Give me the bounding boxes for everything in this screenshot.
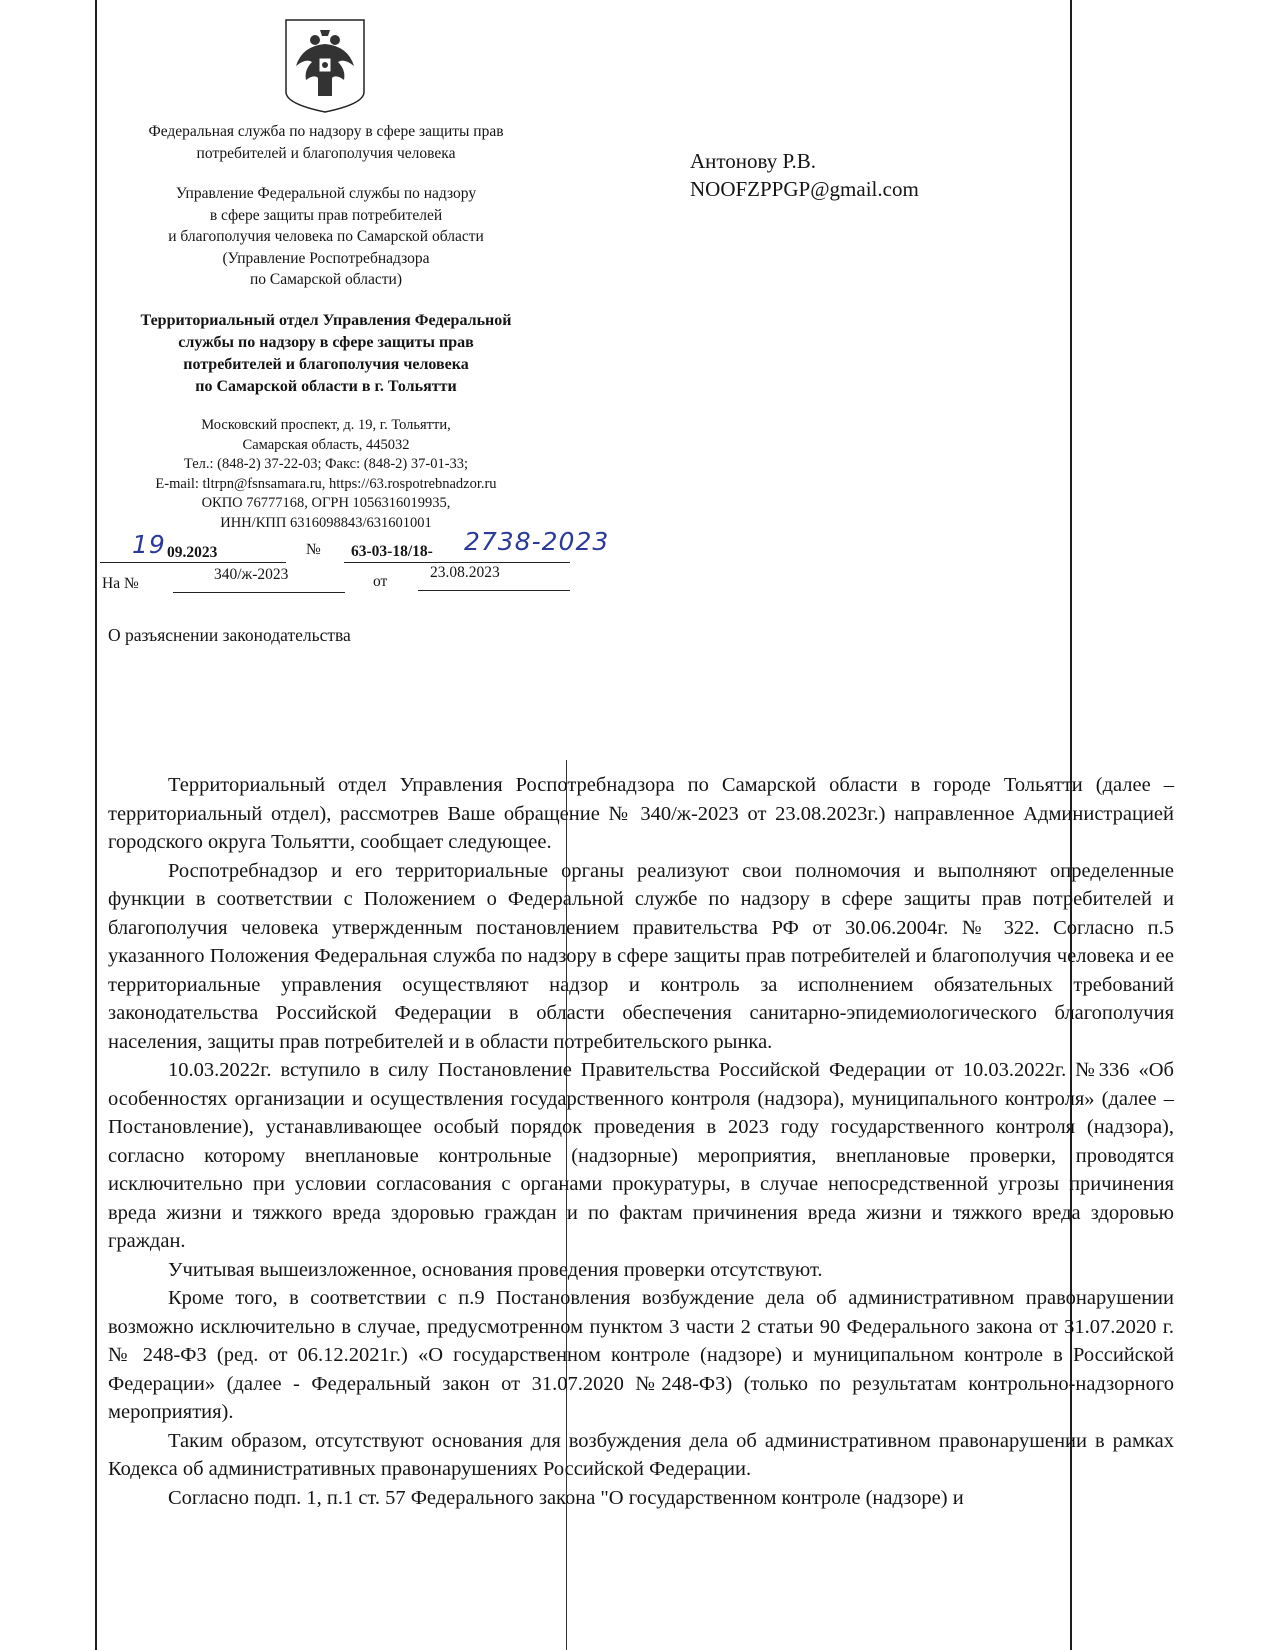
header-line: потребителей и благополучия человека (183, 356, 469, 373)
letter-body (108, 771, 1174, 1512)
contact-line: ОКПО 76777168, ОГРН 1056316019935, (201, 495, 451, 511)
handwritten-day: 19 (132, 530, 166, 559)
contact-line: Московский проспект, д. 19, г. Тольятти, (201, 417, 451, 433)
incoming-date-underline (418, 590, 570, 591)
header-line: Территориальный отдел Управления Федеральной (140, 312, 512, 329)
recipient-block (690, 147, 919, 203)
body-paragraph: Территориальный отдел Управления Роспотребнадзора по Самарской области в городе Тольятти (далее – территориальный отдел), рассмотрев Ваше обращение № 340/ж-2023 от 23.08.2023г.) направленное Администрацией городского округа Тольятти, сообщает следующее. (108, 774, 1174, 853)
body-paragraph: Согласно подп. 1, п.1 ст. 57 Федерального закона "О государственном контроле (надзоре) и (168, 1486, 964, 1509)
header-line: Управление Федеральной службы по надзору (175, 185, 477, 202)
outgoing-month-year: 09.2023 (167, 544, 218, 561)
contact-line: Самарская область, 445032 (242, 436, 410, 453)
date-underline (100, 562, 286, 563)
left-scan-border (95, 0, 97, 1650)
incoming-date: 23.08.2023 (430, 564, 500, 581)
letter-subject: О разъяснении законодательства (108, 625, 351, 645)
incoming-from-label: от (373, 573, 388, 590)
incoming-number-underline (173, 592, 345, 593)
recipient-name: Антонову Р.В. (690, 149, 817, 173)
contact-line: ИНН/КПП 6316098843/631601001 (220, 514, 432, 531)
body-paragraph: Учитывая вышеизложенное, основания проведения проверки отсутствуют. (168, 1258, 823, 1281)
header-line: в сфере защиты прав потребителей (209, 206, 443, 224)
contact-line: Тел.: (848-2) 37-22-03; Факс: (848-2) 37-01-33; (183, 456, 469, 472)
body-paragraph: 10.03.2022г. вступило в силу Постановление Правительства Российской Федерации от 10.03.2022г. №336 «Об особенностях организации и осуществления государственного контроля (надзора), муниципального контроля» (далее – Постановление), устанавливающее особый порядок проведения в 2023 году государственного контроля (надзора), согласно которому внеплановые контрольные (надзорные) мероприятия, внеплановые проверки, проводятся исключительно при условии согласования с органами прокуратуры, в случае непосредственной угрозы причинения вреда жизни и тяжкого вреда здоровью граждан и по фактам причинения вреда жизни и тяжкого вреда здоровью граждан. (108, 1059, 1174, 1252)
header-line: и благополучия человека по Самарской области (168, 228, 484, 245)
header-line: Федеральная служба по надзору в сфере защиты прав (148, 123, 504, 140)
contact-line: E-mail: tltrpn@fsnsamara.ru, https://63.rospotrebnadzor.ru (155, 475, 497, 492)
incoming-label: На № (102, 575, 139, 592)
body-paragraph: Таким образом, отсутствуют основания для возбуждения дела об административном правонарушении в рамках Кодекса об административных правонарушениях Российской Федерации. (108, 1429, 1174, 1480)
coat-of-arms-emblem (282, 18, 368, 114)
number-symbol: № (306, 541, 321, 558)
territorial-dept-name (100, 310, 552, 398)
header-line: службы по надзору в сфере защиты прав (178, 334, 474, 351)
incoming-number: 340/ж-2023 (214, 566, 289, 583)
regional-office-name (100, 183, 552, 291)
header-line: потребителей и благополучия человека (196, 144, 456, 162)
body-paragraph: Кроме того, в соответствии с п.9 Постановления возбуждение дела об административном правонарушении возможно исключительно в случае, предусмотренном пунктом 3 части 2 статьи 90 Федерального закона от 31.07.2020 г. № 248-ФЗ (ред. от 06.12.2021г.) «О государственном контроле (надзоре) и муниципальном контроле в Российской Федерации» (далее - Федеральный закон от 31.07.2020 №248-ФЗ) (только по результатам контрольно-надзорного мероприятия). (108, 1287, 1174, 1423)
body-paragraph: Роспотребнадзор и его территориальные органы реализуют свои полномочия и выполняют определенные функции в соответствии с Положением о Федеральной службе по надзору в сфере защиты прав потребителей и благополучия человека утвержденным постановлением правительства РФ от 30.06.2004г. № 322. Согласно п.5 указанного Положения Федеральная служба по надзору в сфере защиты прав потребителей и благополучия человека и ее территориальные управления осуществляют надзор и контроль за исполнением обязательных требований законодательства Российской Федерации в области обеспечения санитарно-эпидемиологического благополучия населения, защиты прав потребителей и в области потребительского рынка. (108, 859, 1174, 1053)
number-underline (344, 562, 570, 563)
recipient-email: NOOFZPPGP@gmail.com (690, 177, 919, 201)
federal-service-name (100, 121, 552, 164)
header-line: по Самарской области в г. Тольятти (195, 378, 457, 395)
header-line: (Управление Роспотребнадзора (222, 249, 430, 267)
header-line: по Самарской области) (250, 271, 402, 288)
contact-details (100, 416, 552, 533)
outgoing-number-prefix: 63-03-18/18- (351, 543, 433, 560)
handwritten-number: 2738-2023 (464, 527, 610, 556)
